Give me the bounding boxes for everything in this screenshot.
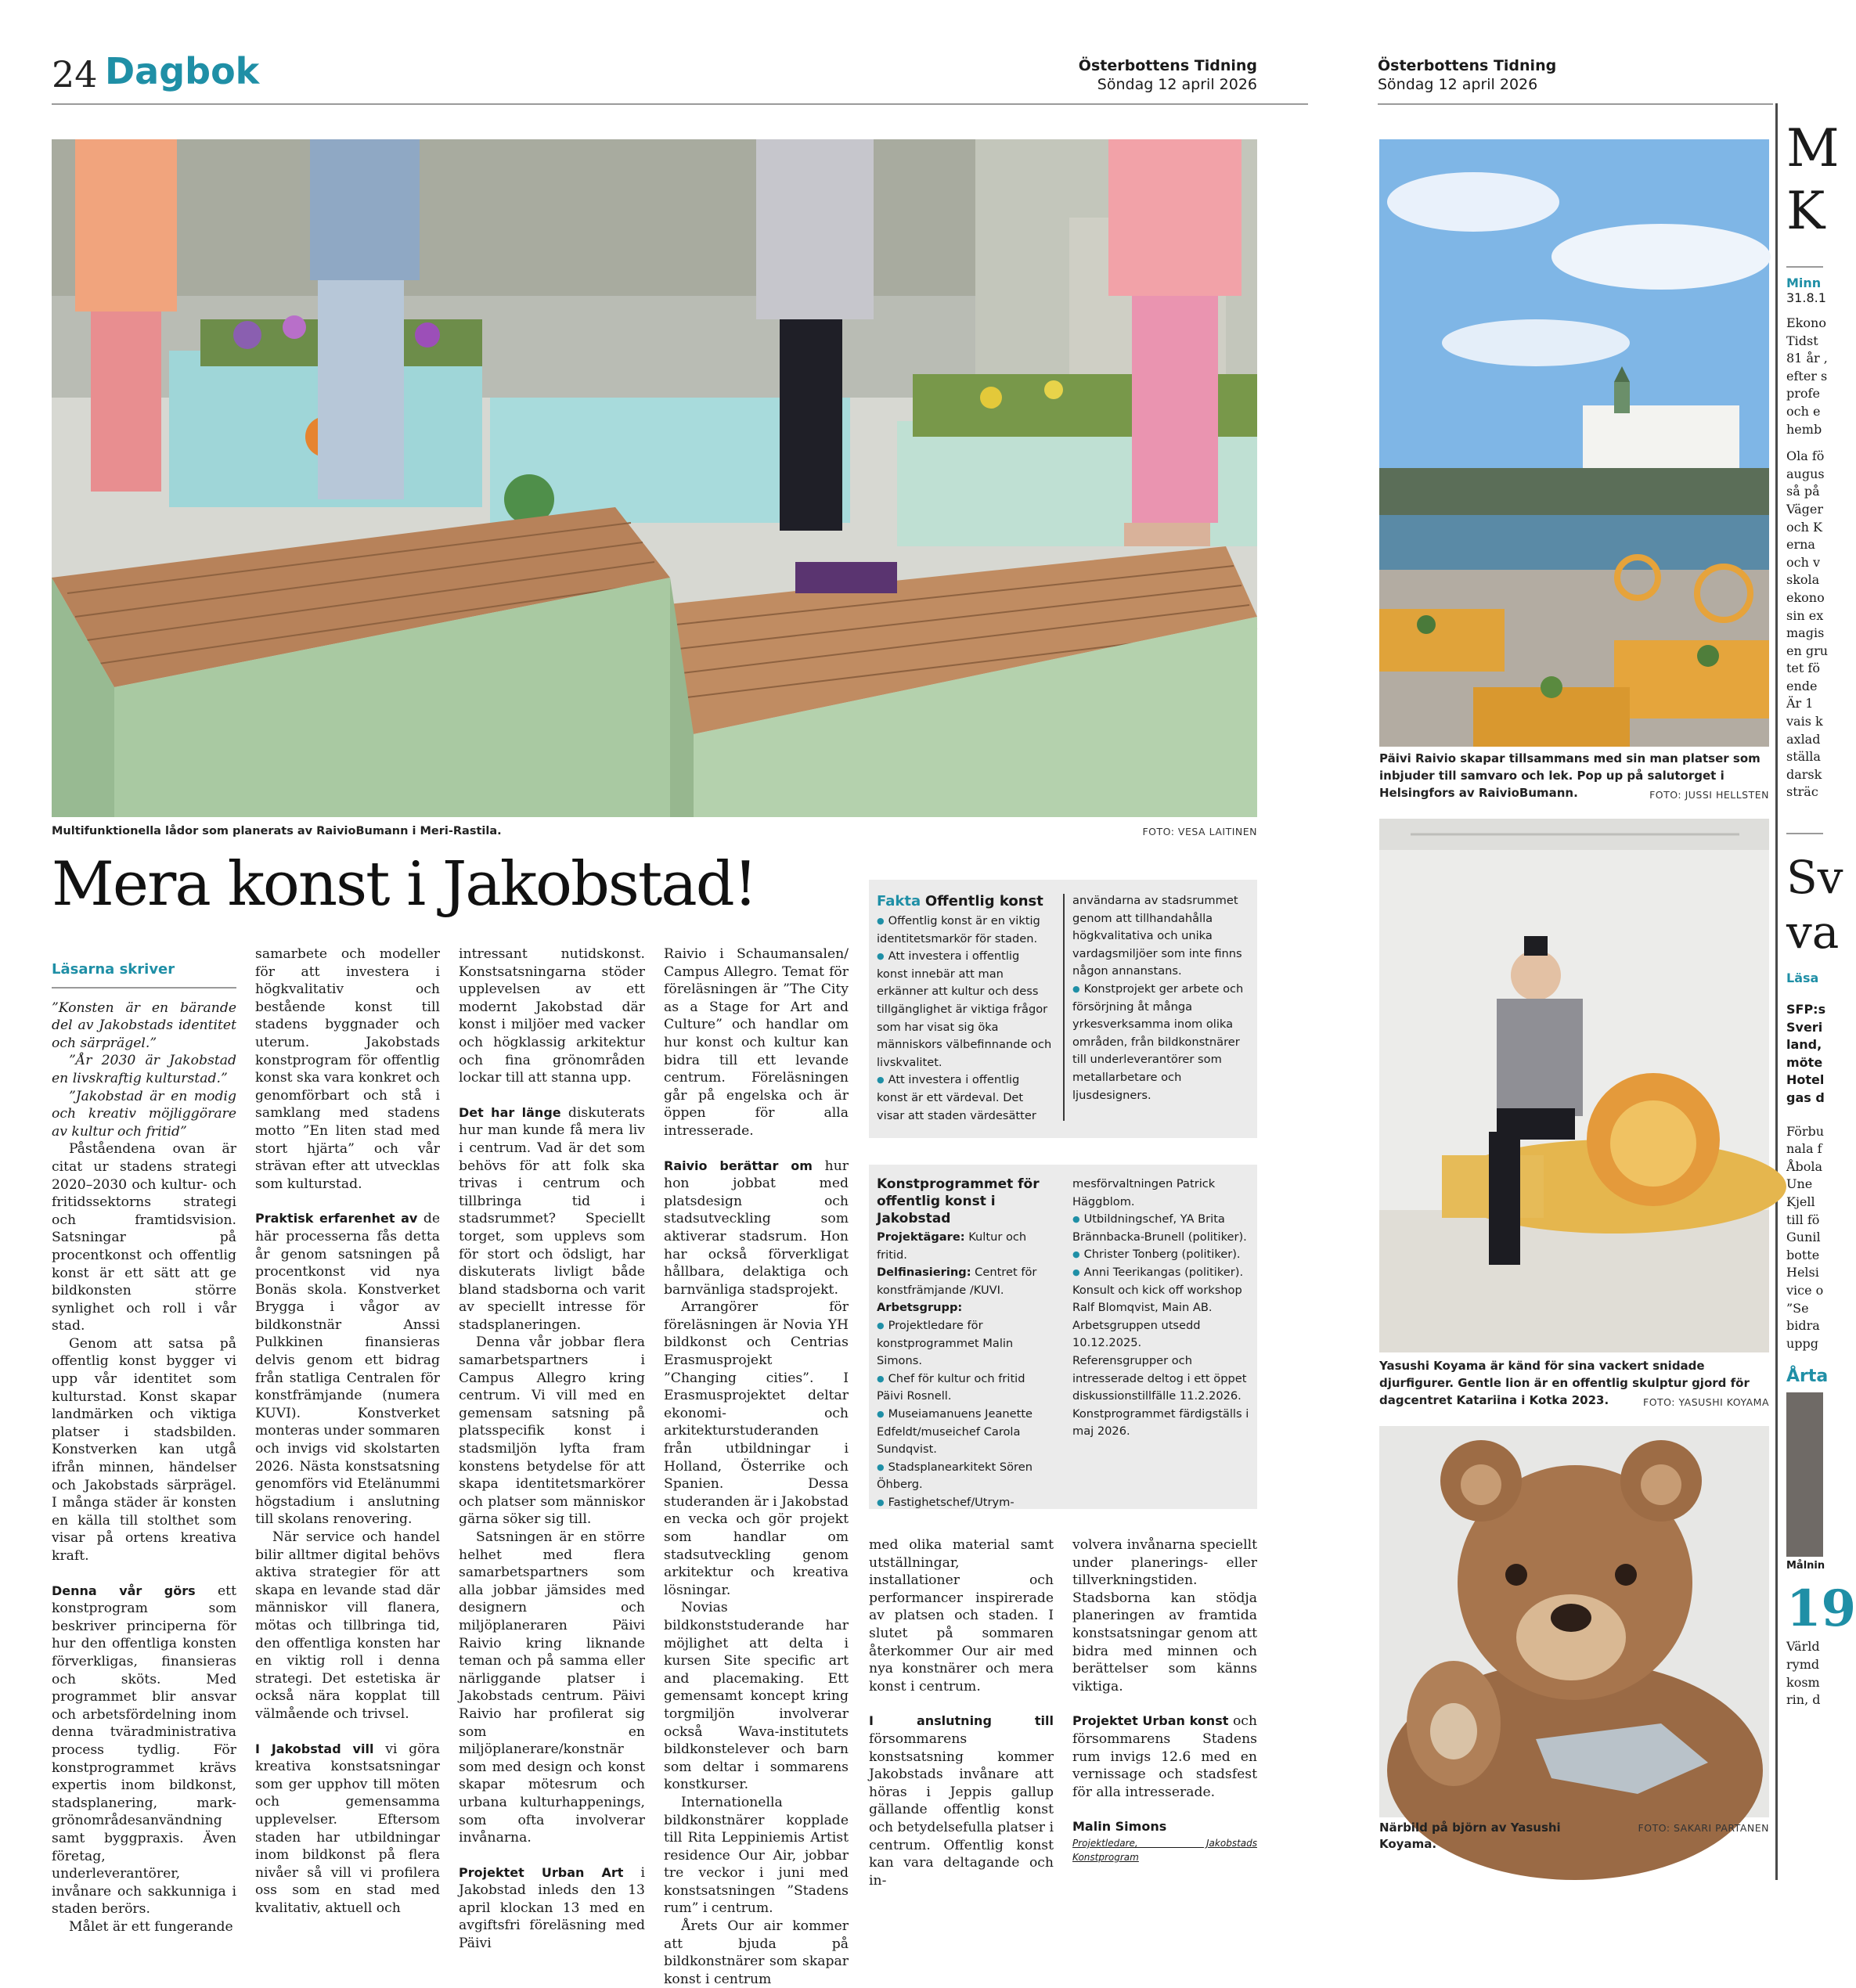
program-member: ● Chef för kultur och fritid Päivi Rosnell. [877,1370,1054,1406]
main-photo-credit: FOTO: VESA LAITINEN [1142,826,1257,837]
paper-name: Österbottens Tidning [1078,57,1257,74]
fact-title: Offentlig konst [924,893,1043,909]
quote: ”År 2030 är Jakobstad en livskraftig kulturstad.” [52,1053,236,1086]
page-number: 24 [52,53,98,95]
paragraph-text: i Jakobstad inleds den 13 april klockan 13 med en avgiftsfri föreläsning med Päivi [459,1864,645,1952]
lion-credit: FOTO: YASUSHI KOYAMA [1643,1396,1769,1408]
next-caption: Målnin [1786,1560,1825,1572]
paragraph: Novias bildkonststuderande har möjlighet att delta i kursen Site specific art and placemaking. Ett gemensamt koncept kring torgmiljön involverar också Wava-institutets bildkonstelever och barn som deltar i sommarens konstkurser. [664,1600,849,1793]
next-text-line: sträc [1786,784,1818,800]
paragraph [869,1712,1054,1889]
program-note: Referensgrupper och intresserade deltog i ett öppet diskussionstillfälle 11.2.2026. [1072,1353,1247,1403]
article-column-3 [459,945,645,1953]
next-text-block [1786,1001,1826,1107]
next-text-line: rin, d [1786,1692,1821,1708]
paragraph: samarbete och modeller för att investera i högkvalitativ och bestående konst till stadens byggnader och uterum. Jakobstads konstprogram för offentlig konst ska vara konkret och genomförbart och stå i samklang med stadens motto ”En liten stad med stort hjärta” och vår strävan efter att utvecklas som kulturstad. [255,946,440,1192]
program-group-label [877,1299,1054,1317]
next-headline: M K [1786,118,1840,241]
lion-sculpture-photo [1379,819,1769,1352]
box-divider [1063,894,1065,1121]
stub-rule [1786,266,1823,268]
stub-rule [1786,833,1823,834]
next-text-line: Förbu [1786,1123,1825,1139]
next-text-line: Gunil [1786,1230,1821,1245]
quote: ”Jakobstad är en modig och kreativ möjliggörare av kultur och fritid” [52,1088,236,1140]
next-kicker: Årta [1786,1367,1829,1387]
salutorget-photo [1379,139,1769,747]
bear-credit: FOTO: SAKARI PARTANEN [1638,1822,1769,1834]
next-text-line: Ekono [1786,315,1826,330]
field-label: Delfinasiering: [877,1266,971,1280]
next-text-line: och v [1786,554,1821,570]
next-text-line: Åbola [1786,1158,1823,1174]
paragraph: Internationella bildkonstnärer kopplade till Rita Leppiniemis Artist residence Our Air, jobbar tre veckor i juni med konstsatsningen ”Stadens rum” i centrum. [664,1794,849,1917]
next-text-block [1786,448,1829,801]
paragraph-text: hur hon jobbat med platsdesign och stadsutveckling som aktiverar stadsrum. Hon har också förverkligat hållbara, delaktiga och barnvänliga stadsprojekt. [664,1158,849,1298]
main-photo-caption: Multifunktionella lådor som planerats av RaivioBumann i Meri-Rastila. [52,825,502,837]
masthead-left [1018,56,1257,94]
next-text-line: nala f [1786,1141,1822,1157]
next-text-line: efter s [1786,368,1828,384]
program-member: ● Museiamanuens Jeanette Edfeldt/museichef Carola Sundqvist. [877,1406,1054,1459]
fact-box-heading [877,892,1054,911]
paragraph [459,1864,645,1953]
paragraph: med olika material samt utställningar, installationer och performancer inspirerade av platsen och staden. I slutet på sommaren återkommer Our air med nya konstnärer och mera konst i centrum. [869,1537,1054,1694]
next-text-line: Är 1 [1786,696,1814,711]
next-text-line: ekono [1786,589,1825,605]
next-text-line: ställa [1786,749,1821,765]
issue-date: Söndag 12 april 2026 [1097,76,1257,93]
next-text-line: skola [1786,572,1820,588]
program-note: Konsult och kick off workshop Ralf Blomqvist, Main AB. [1072,1283,1242,1315]
next-text-line: uppg [1786,1335,1819,1351]
kicker-rule [52,987,236,989]
paper-name: Österbottens Tidning [1378,57,1557,74]
next-text-line: vais k [1786,714,1823,729]
paragraph-lead: Raivio berättar om [664,1158,813,1173]
masthead-right [1378,56,1613,94]
paragraph-lead: Praktisk erfarenhet av [255,1211,418,1226]
next-text-line: 81 år , [1786,351,1828,366]
program-note: Konstprogrammet färdigställs i maj 2026. [1072,1406,1249,1439]
paragraph: Årets Our air kommer att bjuda på bildkonstnärer som skapar konst i centrum [664,1918,849,1987]
next-text-line: bidra [1786,1318,1820,1334]
article-column-1 [52,961,236,1936]
main-photo [52,139,1257,817]
next-text-line: vice o [1786,1282,1824,1298]
fact-box-left [877,892,1054,1125]
paragraph: intressant nutidskonst. Konstsatsningarna stöder upplevelsen av ett modernt Jakobstad där konst i miljöer med vacker och högklassig arkitektur och fina grönområden lockar till att stanna upp. [459,946,645,1086]
next-text-line: till fö [1786,1212,1820,1227]
next-text-line: gas d [1786,1090,1825,1105]
next-date: 31.8.1 [1786,290,1826,305]
next-photo [1786,1392,1823,1557]
paragraph-text: försommarens konstsatsning kommer Jakobstads invånare att höras i Jeppis gallup gällande offentlig konst och betydelsefulla platser i centrum. Offentlig konst kan vara deltagande och in- [869,1730,1054,1889]
paragraph: Målet är ett fungerande [69,1918,233,1935]
next-text-line: tet fö [1786,661,1820,676]
next-big-number: 19 [1786,1579,1856,1639]
bear-illustration [1379,1426,1769,1817]
paragraph: När service och handel bilir alltmer digital behövs aktiva strategier för att skapa en levande stad där människor vill flanera, mötas och tillbringa tid, den offentliga konsten har en viktig roll i denna strategi. Det estetiska är också nära kopplat till välmående och trivsel. [255,1529,440,1722]
program-box-left [877,1176,1054,1512]
fact-item: ● Konstprojekt ger arbete och försörjning åt många yrkesverksamma inom olika områden, från bildkonstnärer till underleverantörer som metallarbetare och ljusdesigners. [1072,981,1249,1104]
paragraph-text: och försommarens Stadens rum invigs 12.6 med en vernissage och stadsfest för alla intresserade. [1072,1713,1257,1800]
paragraph-lead: I Jakobstad vill [255,1741,374,1756]
next-text-line: så på [1786,484,1820,499]
author-title: Projektledare, Jakobstads Konstprogram [1072,1837,1257,1863]
bear-caption: Närbild på björn av Yasushi Koyama. [1379,1821,1561,1851]
next-text-line: erna [1786,537,1815,553]
lion-caption: Yasushi Koyama är känd för sina vackert snidade djurfigurer. Gentle lion är en offentlig skulptur gjord för dagcentret Katariina i Kotka 2023. [1379,1359,1750,1407]
fact-item-continued: användarna av stadsrummet genom att tillhandahålla högkvalitativa och unika vardagsmiljöer som inte finns någon annanstans. [1072,894,1242,978]
paragraph [1072,1712,1257,1801]
program-owner [877,1229,1054,1264]
next-text-line: Une [1786,1176,1813,1192]
next-headline-2: Sv va [1786,851,1843,960]
paragraph: Raivio i Schaumansalen/ Campus Allegro. Temat för föreläsningen är ”The City as a Stage for Art and Culture” och handlar om hur konst och kultur kan bidra till ett levande centrum. Föreläsningen går på engelska och är öppen för alla intresserade. [664,946,849,1139]
paragraph: Arrangörer för föreläsningen är Novia YH bildkonst och Centrias Erasmusprojekt ”Changing cities”. I Erasmusprojektet deltar ekonomi- och arkitekturstuderanden från utbildningar i Holland, Österrike och Spanien. Dessa studeranden är i Jakobstad en vecka och gör projekt som handlar om stadsutveckling genom arkitektur och kreativa lösningar. [664,1299,849,1598]
paragraph-text: diskuterats hur man kunde få mera liv i centrum. Vad är det som behövs för att folk ska trivas i centrum och tillbringa tid i stadsrummet? Speciellt torget, som upplevs som för stort och ödsligt, har diskuterats livligt både bland stadsborna och varit av speciellt intresse för stadsplaneringen. [459,1104,645,1333]
fact-item: ● Att investera i offentlig konst innebär att man erkänner att kultur och dess tillgänglighet är viktiga frågor som har visat sig öka människors välbefinnande och livskvalitet. [877,948,1054,1071]
next-text-line: kosm [1786,1674,1820,1690]
article-kicker: Läsarna skriver [52,961,175,978]
bear-sculpture-photo [1379,1426,1769,1817]
issue-date: Söndag 12 april 2026 [1378,76,1538,93]
program-finance [877,1264,1054,1299]
article-column-4 [664,945,849,1988]
next-text-line: SFP:s [1786,1002,1826,1017]
program-note: Arbetsgruppen utsedd 10.12.2025. [1072,1318,1201,1350]
fact-item: ● Att investera i offentlig konst är ett värdeval. Det visar att staden värdesätter [877,1071,1054,1125]
next-text-line: Kjell [1786,1194,1815,1209]
next-text-line: rymd [1786,1656,1820,1672]
article-column-5 [869,1536,1054,1889]
paragraph-lead: I anslutning till [869,1713,1054,1729]
next-text-line: axlad [1786,731,1821,747]
program-member: ● Anni Teerikangas (politiker). [1072,1264,1249,1282]
byline [1072,1818,1257,1836]
next-text-line: och e [1786,403,1821,419]
next-text-line: Helsi [1786,1265,1819,1280]
paragraph [255,1741,440,1918]
program-title: Konstprogrammet för offentlig konst i Jakobstad [877,1176,1040,1226]
next-text-line: Sveri [1786,1019,1823,1035]
next-text-line: land, [1786,1037,1822,1053]
paragraph: Satsningen är en större helhet med flera samarbetspartners som alla jobbar jämsides med designern och miljöplaneraren Päivi Raivio kring liknande teman och på samma eller närliggande platser i Jakobstads centrum. Päivi Raivio har profilerat sig som en miljöplanerare/konstnär som med design och konst skapar mötesrum och urbana kulturhappenings, som ofta involverar invånarna. [459,1529,645,1846]
program-box-right [1072,1176,1249,1441]
paragraph-lead: Projektet Urban konst [1072,1713,1229,1729]
next-text-block [1786,315,1828,438]
paragraph [255,1210,440,1529]
main-photo-illustration [52,139,1257,817]
section-title: Dagbok [105,50,260,92]
program-member: ● Christer Tonberg (politiker). [1072,1246,1249,1264]
next-text-line: ”Se [1786,1300,1809,1316]
program-member-continued: mesförvaltningen Patrick Häggblom. [1072,1177,1216,1208]
program-member: ● Stadsplanearkitekt Sören Öhberg. [877,1459,1054,1494]
fact-label: Fakta [877,893,921,909]
paragraph [664,1158,849,1299]
paragraph: Denna vår jobbar flera samarbetspartners i Campus Allegro kring centrum. Vi vill med en gemensam satsning på platsspecifik konst i stadsmiljön lyfta fram konstens betydelse för att skapa identitetsmarkörer och platser som människor gärna söker sig till. [459,1334,645,1528]
fact-item: ● Offentlig konst är en viktig identitetsmarkör för staden. [877,913,1054,948]
next-text-line: Hotel [1786,1072,1825,1088]
next-text-line: möte [1786,1054,1823,1070]
fact-box-right [1072,892,1249,1104]
next-text-line: profe [1786,386,1820,402]
fact-box-offentlig-konst [869,880,1257,1138]
field-value: Centret för konstfrämjande /KUVI. [877,1266,1037,1297]
column-divider [1775,103,1778,1880]
paragraph [52,1583,236,1918]
next-text-line: augus [1786,466,1825,481]
next-page-strip [1786,117,1856,1839]
paragraph-text: de här processerna fås detta år genom satsningen på procentkonst vid nya Bonäs skola. Konstverket Brygga i vågor av bildkonstnär Anssi Pulkkinen finansieras delvis genom ett bidrag från statliga Centralen för konstfrämjande (numera KUVI). Konstverket monteras under sommaren och invigs vid skolstarten 2026. Nästa konstsatsning genomförs vid Etelänummi högstadium i anslutning till skolans renovering. [255,1211,441,1528]
next-text-block [1786,1638,1823,1709]
paragraph-lead: Det har länge [459,1104,561,1120]
lion-illustration [1379,819,1769,1352]
quote: ”Konsten är en bärande del av Jakobstads identitet och särprägel.” [52,999,236,1051]
header-rule [1378,103,1773,105]
paragraph: Genom att satsa på offentlig konst bygger vi upp vår identitet som kulturstad. Konst skapar landmärken och viktiga platser i stadsbilden. Konstverken kan utgå ifrån minnen, händelser och Jakobstads särprägel. I många städer är konsten en källa till stolthet som visar på ortens kreativa kraft. [52,1335,236,1564]
field-label: Arbetsgrupp: [877,1301,963,1315]
next-kicker: Minn [1786,276,1822,290]
paragraph: Påståendena ovan är citat ur stadens strategi 2020–2030 och kultur- och fritidssektorns strategi och framtidsvision. Satsningar på procentkonst och offentlig konst är ett sätt att ge bildkonsten större synlighet och roll i vår stad. [52,1141,236,1334]
salutorget-caption: Päivi Raivio skapar tillsammans med sin man platser som inbjuder till samvaro och lek. Pop up på salutorget i Helsingfors av RaivioBumann. [1379,751,1760,800]
next-text-line: en gru [1786,643,1829,658]
next-kicker: Läsa [1786,971,1819,986]
next-text-line: ende [1786,678,1818,693]
salutorget-illustration [1379,139,1769,747]
field-label: Projektägare: [877,1230,965,1244]
next-text-line: och K [1786,519,1822,535]
paragraph [459,1104,645,1334]
article-column-2 [255,945,440,1917]
next-text-line: botte [1786,1247,1820,1262]
next-text-line: hemb [1786,421,1822,437]
next-text-block [1786,1123,1823,1353]
salutorget-credit: FOTO: JUSSI HELLSTEN [1649,789,1769,801]
paragraph-text: vi göra kreativa konstsatsningar som ger upphov till möten och gemensamma upplevelser. Eftersom staden har utbildningar inom bildkonst på flera nivåer så vill vi profilera oss som en stad med kvalitativ, aktuell och [255,1741,440,1916]
next-text-line: sin ex [1786,607,1824,623]
paragraph: volvera invånarna speciellt under planerings- eller tillverkningstiden. Stadsborna kan stödja planeringen av framtida konstsatsningar genom att bidra med minnen och berättelser som känns viktiga. [1072,1537,1257,1694]
next-text-line: Ola fö [1786,448,1825,464]
paragraph-lead: Denna vår görs [52,1583,196,1598]
next-text-line: Tidst [1786,333,1818,348]
next-text-line: darsk [1786,766,1822,782]
header-rule [52,103,1308,105]
fact-box-konstprogram [869,1165,1257,1509]
author-name: Malin Simons [1072,1819,1167,1835]
program-member: ● Utbildningschef, YA Brita Brännbacka-Brunell (politiker). [1072,1211,1249,1246]
next-text-line: magis [1786,625,1825,641]
program-member: ● Projektledare för konstprogrammet Malin Simons. [877,1317,1054,1370]
field-value: Kultur och fritid. [877,1230,1027,1262]
article-column-6 [1072,1536,1257,1864]
paragraph-lead: Projektet Urban Art [459,1864,624,1880]
paragraph-text: ett konstprogram som beskriver principerna för hur den offentliga konsten förverkligas, finansieras och sköts. Med programmet blir ansvar och arbetsfördelning inom denna tväradministrativa process tydlig. För konstprogrammet krävs expertis inom bildkonst, stadsplanering, mark- grönområdesanvändning samt byggpraxis. Även företag, underleverantörer, invånare och sakkunniga i staden berörs. [52,1583,236,1918]
next-text-line: Värld [1786,1639,1820,1655]
program-member: ● Fastighetschef/Utrym- [877,1494,1054,1512]
article-headline: Mera konst i Jakobstad! [52,849,757,920]
next-text-line: Väger [1786,501,1823,517]
